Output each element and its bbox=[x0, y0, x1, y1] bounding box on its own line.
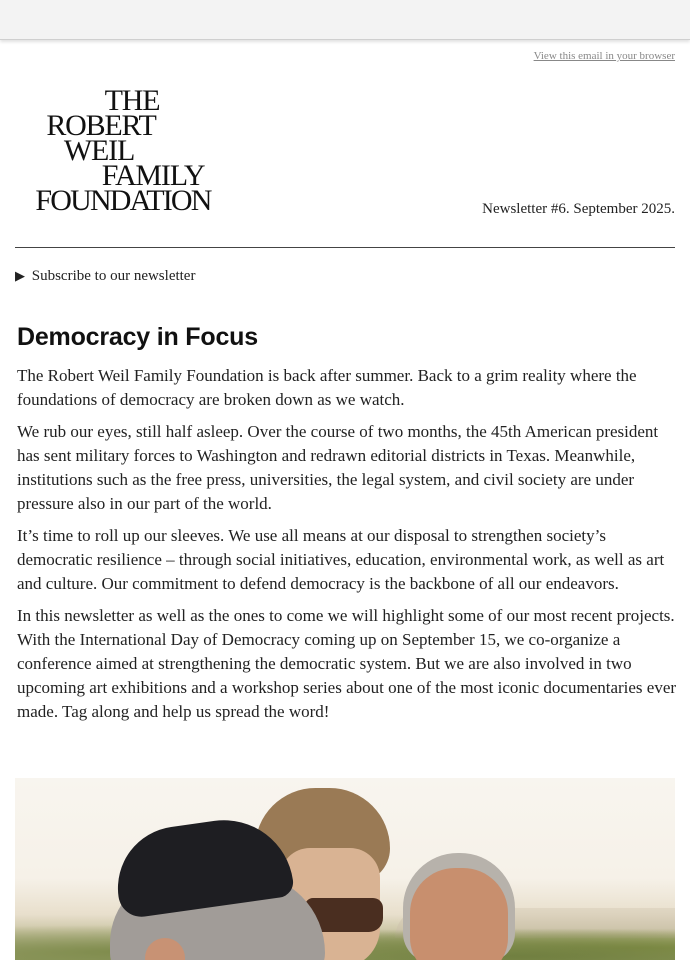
logo-line: THE bbox=[104, 84, 160, 117]
triangle-right-icon: ▶ bbox=[15, 268, 25, 283]
logo-line: WEIL bbox=[63, 134, 135, 167]
article-paragraph: We rub our eyes, still half asleep. Over the course of two months, the 45th American president has sent military forces to Washington and redrawn editorial districts in Texas. Meanwhile, institutions such as the free press, universities, the legal system, and civil society are under pressure also in our part of the world. bbox=[17, 422, 659, 513]
logo-line: FOUNDATION bbox=[35, 184, 211, 217]
photo-person-face bbox=[410, 868, 508, 960]
newsletter-issue-label: Newsletter #6. September 2025. bbox=[482, 201, 675, 217]
article-body bbox=[17, 364, 677, 732]
logo-line: ROBERT bbox=[46, 109, 156, 142]
view-in-browser-link[interactable]: View this email in your browser bbox=[533, 50, 675, 62]
subscribe-label: Subscribe to our newsletter bbox=[31, 268, 196, 284]
header-divider bbox=[15, 247, 675, 248]
email-client-top-bar bbox=[0, 0, 690, 40]
article-paragraph: The Robert Weil Family Foundation is back after summer. Back to a grim reality where the foundations of democracy are broken down as we watch. bbox=[17, 366, 637, 409]
logo-line: FAMILY bbox=[101, 159, 205, 192]
article-paragraph: It’s time to roll up our sleeves. We use all means at our disposal to strengthen society’s democratic resilience – through social initiatives, education, environmental work, as well as art and culture. Our commitment to defend democracy is the backbone of all our endeavors. bbox=[17, 526, 665, 593]
article-title: Democracy in Focus bbox=[17, 323, 258, 351]
foundation-logo bbox=[27, 84, 219, 217]
subscribe-link[interactable] bbox=[15, 268, 195, 285]
article-paragraph: In this newsletter as well as the ones to come we will highlight some of our most recent projects. With the International Day of Democracy coming up on September 15, we co-organize a conference aimed at strengthening the democratic system. But we are also involved in two upcoming art exhibitions and a workshop series about one of the most iconic documentaries ever made. Tag along and help us spread the word! bbox=[17, 606, 677, 721]
hero-photo bbox=[15, 778, 675, 960]
